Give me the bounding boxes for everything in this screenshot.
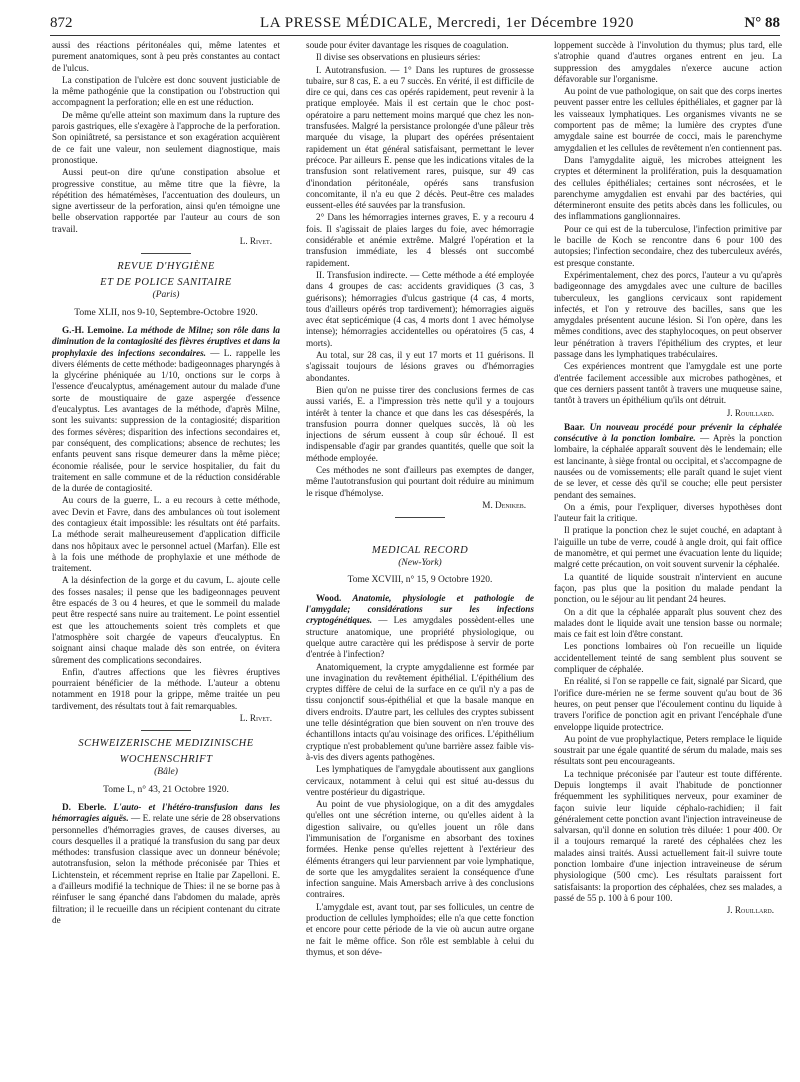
paragraph: II. Transfusion indirecte. — Cette méthode a été employée dans 4 groupes de cas: accidents gravidiques (3 cas, 3 guérisons); hémorragies d'ulcus gastrique (4 cas, 4 morts, tous d'ailleurs opérés trop tardivement); hémorragies aiguës avec état septicémique (4 cas, 4 morts dont 1 avec hémolyse intense); hémorragies accidentelles ou opératoires (5 cas, 4 morts). — [306, 269, 534, 348]
article-title: La méthode de Milne; son rôle dans la diminution de la contagiosité des fièvres éruptives et dans la prophylaxie des infections secondaires. — [52, 324, 280, 358]
signature: J. Rouillard. — [726, 407, 774, 418]
journal-city: (Paris) — [152, 290, 180, 301]
article-text: — L. rappelle les divers éléments de cette méthode: badigeonnages pharyngés à la glycérine phéniquée au 1/10, onctions sur le corps à l'essence d'eucalyptus, aménagement autour du malade d'une sorte de moustiquaire de gaze aspergée d'essence d'eucalyptus. Les avantages de la méthode, d'après Milne, sont les suivants: suppression de la contagiosité; disparition des formes sévères; disparition des infections secondaires et, par conséquent, des complications; absence de rechutes; les enfants peuvent sans risque demeurer dans la même pièce; économie réalisée, pour le service hospitalier, du fait du traitement en salle commune et de la réduction considérable de la durée de contagiosité. — [52, 347, 280, 494]
paragraph: Bien qu'on ne puisse tirer des conclusions fermes de cas aussi variés, E. a l'impression très nette qu'il y a toujours intérêt à tenter la chance et que dans les cas désespérés, la transfusion pourra donner quelques succès, là où les injections de sérum eussent à coup sûr échoué. Il est indispensable d'agir par grandes quantités, quelle que soit la méthode employée. — [306, 384, 534, 463]
paragraph: Expérimentalement, chez des porcs, l'auteur a vu qu'après badigeonnage des amygdales avec une culture de bacilles tuberculeux, les ganglions cervicaux sont rapidement infectés, et l'on y retrouve des bacilles, sans que les amygdales présentent aucune lésion. Si l'on opère, dans les mêmes conditions, avec des staphylocoques, on peut observer leur pénétration à travers l'épithélium des cryptes, et leur passage dans les lymphatiques trabéculaires. — [554, 269, 782, 360]
paragraph: Ces expériences montrent que l'amygdale est une porte d'entrée facilement accessible aux microbes pathogènes, et que ces derniers passent tantôt à travers une muqueuse saine, tantôt à travers un épithélium qu'ils ont détruit. — [554, 361, 782, 406]
journal-tome: Tome XLII, nos 9-10, Septembre-Octobre 1920. — [74, 307, 258, 318]
journal-heading: MEDICAL RECORD — [371, 545, 469, 557]
article-author: D. Eberle. — [62, 801, 107, 812]
article-abstract — [52, 802, 280, 926]
paragraph: Enfin, d'autres affections que les fièvres éruptives pourraient bénéficier de la méthode. L'auteur a obtenu notamment en 1918 pour la grippe, même traitée un peu tardivement, des résultats tout à fait remarquables. — [52, 666, 280, 711]
article-title: Anatomie, physiologie et pathologie de l'amygdale; considérations sur les infections cryptogénétiques. — [306, 592, 534, 626]
paragraph: loppement succède à l'involution du thymus; plus tard, elle s'atrophie quand d'autres organes entrent en jeu. La suppression des amygdales n'exerce aucune action défavorable sur l'organisme. — [554, 40, 782, 84]
paragraph: Pour ce qui est de la tuberculose, l'infection primitive par le bacille de Koch se rencontre dans 6 pour 100 des autopsies; l'infection secondaire, chez des tuberculeux avérés, est presque constante. — [554, 223, 782, 268]
article-abstract — [52, 325, 280, 494]
journal-city: (New-York) — [398, 558, 442, 569]
signature: M. Denikeb. — [482, 499, 526, 510]
article-text: — E. relate une série de 28 observations personnelles d'hémorragies graves, de causes diverses, au cours desquelles il a pratiqué la transfusion du sang par deux méthodes: transfusion classique avec un donneur bénévole; autotransfusion, selon la méthode préconisée par Thies et Lichtenstein, et récemment reprise en Italie par Zapelloni. E. a d'ailleurs modifié la technique de Thies: il ne se borne pas à réinfuser le sang épanché dans l'abdomen du malade, après filtration; il le recueille dans un récipient contenant du citrate de — [52, 813, 280, 925]
paragraph: Ces méthodes ne sont d'ailleurs pas exemptes de danger, même l'autotransfusion qui pourtant doit réduire au minimum le risque d'hémolyse. — [306, 464, 534, 498]
article-text: — Les amygdales possèdent-elles une structure anatomique, une propriété physiologique, ou quelque autre caractère qui les prédispose à servir de porte d'entrée à l'infection? — [306, 615, 534, 660]
paragraph: Les lymphatiques de l'amygdale aboutissent aux ganglions cervicaux, notamment à celui qui est situé au-dessus du ventre postérieur du digastrique. — [306, 764, 534, 797]
paragraph: Au cours de la guerre, L. a eu recours à cette méthode, avec Devin et Favre, dans des ambulances où tout isolement des contagieux était impossible: les résultats ont été parfaits. La méthode serait malheureusement d'application difficile dans nos hôpitaux avec le personnel actuel (Marfan). Elle est à la fois une méthode de prophylaxie et une méthode de traitement. — [52, 495, 280, 574]
paragraph: Anatomiquement, la crypte amygdalienne est formée par une invagination du revêtement épithélial. L'épithélium des cryptes diffère de celui de la surface en ce qu'il n'y a pas de tissu conjonctif sous-épithélial et que la basale manque en divers endroits. D'autre part, les cellules des cryptes subissent une telle désintégration que bien souvent on n'en trouve des échantillons intacts qu'au voisinage des orifices. L'épithélium cryptique n'est probablement qu'une barrière assez faible vis-à-vis des divers agents pathogènes. — [306, 661, 534, 762]
paragraph: Au total, sur 28 cas, il y eut 17 morts et 11 guérisons. Il s'agissait toujours de lésions graves ou d'hémorragies abondantes. — [306, 350, 534, 383]
paragraph: Au point de vue prophylactique, Peters remplace le liquide soustrait par une égale quantité de sérum du malade, mais ses résultats sont peu encourageants. — [554, 733, 782, 767]
divider — [141, 253, 191, 254]
paragraph: La quantité de liquide soustrait n'intervient en aucune façon, pas plus que la position du malade pendant la ponction, ou le séjour au lit pendant 24 heures. — [554, 571, 782, 605]
paragraph: En réalité, si l'on se rappelle ce fait, signalé par Sicard, que l'orifice dure-mérien ne se ferme souvent qu'au bout de 36 heures, on peut penser que l'écoulement continu du liquide à travers l'orifice de ponction agit en privant l'encéphale d'une enveloppe liquide protectrice. — [554, 676, 782, 732]
journal-heading: REVUE D'HYGIÈNE — [117, 261, 215, 273]
paragraph: Les ponctions lombaires où l'on recueille un liquide accidentellement teinté de sang semblent plus souvent se compliquer de céphalée. — [554, 641, 782, 675]
journal-tome: Tome L, n° 43, 21 Octobre 1920. — [103, 784, 229, 795]
page-number: 872 — [50, 15, 73, 31]
article-title: L'auto- et l'hétéro-transfusion dans les hémorragies aiguës. — [52, 801, 280, 824]
article-author: Wood. — [316, 592, 342, 603]
paragraph: Dans l'amygdalite aiguë, les microbes atteignent les cryptes et déterminent la prolifération, puis la desquamation des cellules épithéliales; certaines sont nécrosées, et le parenchyme amygdalien est envahi par des bactéries, qui détermineront ensuite des petits abcès dans les follicules, ou des inflammations ganglionnaires. — [554, 154, 782, 222]
journal-heading: ET DE POLICE SANITAIRE — [100, 277, 232, 289]
page-header — [50, 13, 780, 36]
signature: L. Rivet. — [239, 713, 272, 724]
article-title: Un nouveau procédé pour prévenir la céphalée consécutive à la ponction lombaire. — [554, 421, 782, 444]
article-author: Baar. — [564, 421, 585, 432]
journal-heading: WOCHENSCHRIFT — [119, 754, 213, 766]
paragraph: Aussi peut-on dire qu'une constipation absolue et progressive constitue, au même titre que la fièvre, la répétition des hématémèses, l'accentuation des douleurs, un signe avertisseur de la perforation, ainsi qu'en témoigne une belle observation rapportée par l'auteur au cours de son travail. — [52, 167, 280, 234]
divider — [141, 730, 191, 731]
paragraph: soude pour éviter davantage les risques de coagulation. — [306, 40, 509, 50]
article-text: — Après la ponction lombaire, la céphalée apparaît souvent dès le lendemain; elle est lancinante, à siège frontal ou occipital, et s'accompagne de nausées ou de vomissements; elle paraît quand le sujet vient de se lever, et cesse dès qu'il se couche; elle peut persister pendant des semaines. — [554, 433, 782, 500]
article-abstract — [306, 593, 534, 661]
paragraph: On a dit que la céphalée apparaît plus souvent chez des malades dont le liquide avait une tension basse ou normale; mais ce fait est loin d'être constant. — [554, 606, 782, 640]
paragraph: I. Autotransfusion. — 1° Dans les ruptures de grossesse tubaire, sur 8 cas, E. a eu 7 succès. En vérité, il est difficile de dire ce qui, dans ces cas opérés rapidement, peut revenir à la pratique employée. Mais il est certain que le choc post-opératoire a paru nettement moins marqué que chez les non-transfusées. Malgré la persistance prolongée d'une pâleur très marquée du visage, la plupart des opérées présentaient rapidement un état général satisfaisant, permettant le lever précoce. Par ailleurs E. pense que les indications vitales de la transfusion sont relativement rares, puisque, sur 49 cas d'inondation péritonéale, opérés sans transfusion concomitante, il n'a eu que 2 décès. Peut-être ces malades eussent-elles été sauvées par la transfusion. — [306, 64, 534, 211]
issue-number: N° 88 — [744, 15, 780, 31]
journal-city: (Bâle) — [154, 767, 178, 778]
paragraph: Il divise ses observations en plusieurs séries: — [316, 52, 481, 63]
journal-heading: SCHWEIZERISCHE MEDIZINISCHE — [78, 738, 254, 750]
paragraph: La technique préconisée par l'auteur est toute différente. Depuis longtemps il avait l'habitude de ponctionner fréquemment les syphilitiques nerveux, pour examiner de façon suivie leur liquide céphalo-rachidien; il fait généralement cette ponction avant l'injection intraveineuse de salvarsan, qu'il donne en solution très diluée: 1 pour 400. Or il a toujours remarqué la rareté des céphalées chez les malades ainsi traités. Aussi actuellement fait-il suivre toute ponction lombaire d'une injection intraveineuse de sérum physiologique (500 cmc). Les résultats paraissent fort satisfaisants: la proportion des céphalées, chez ses malades, a passé de 55 p. 100 à 6 pour 100. — [554, 768, 782, 903]
paragraph: aussi des réactions péritonéales qui, même latentes et purement anatomiques, sont à peu près constantes au contact de l'ulcus. — [52, 40, 280, 73]
column-3 — [554, 40, 782, 1070]
journal-tome: Tome XCVIII, n° 15, 9 Octobre 1920. — [347, 575, 493, 586]
paragraph: La constipation de l'ulcère est donc souvent justiciable de la même pathogénie que la constipation ou l'obstruction qui accompagnent la perforation; elle en est une réduction. — [52, 74, 280, 108]
paragraph: L'amygdale est, avant tout, par ses follicules, un centre de production de cellules lymphoïdes; elle n'a que cette fonction et encore pour cette période de la vie où aucun autre organe ne fait le même office. Son rôle est semblable à celui du thymus, et son déve- — [306, 901, 534, 957]
paragraph: A la désinfection de la gorge et du cavum, L. ajoute celle des fosses nasales; il pense que les badigeonnages peuvent être espacés de 3 ou 4 heures, et que le sommeil du malade peut être respecté sans nuire au traitement. Le point essentiel est que les attouchements soient très complets et que l'atmosphère soit chargée de vapeurs d'eucalyptus. En soignant ainsi chaque malade dès son entrée, on évitera sûrement des complications secondaires. — [52, 575, 280, 665]
article-abstract — [554, 422, 782, 501]
journal-title: LA PRESSE MÉDICALE, Mercredi, 1er Décembre 1920 — [260, 15, 634, 31]
column-2 — [306, 40, 534, 1070]
paragraph: Au point de vue pathologique, on sait que des corps inertes peuvent passer entre les cellules épithéliales, et gagner par là les vaisseaux lymphatiques. Les organismes vivants ne se comportent pas de même; la lumière des cryptes d'une amygdale saine est bourrée de cocci, mais le parenchyme amygdalien et les cellules de revêtement n'en contiennent pas. — [554, 86, 782, 153]
paragraph: De même qu'elle atteint son maximum dans la rupture des parois gastriques, elle s'exagère à l'approche de la perforation. Son opiniâtreté, sa persistance et son exagération acquièrent de ce fait une valeur, non seulement diagnostique, mais pronostique. — [52, 109, 280, 165]
article-author: G.-H. Lemoine. — [62, 324, 124, 335]
signature: L. Rivet. — [239, 236, 272, 247]
paragraph: On a émis, pour l'expliquer, diverses hypothèses dont l'auteur fait la critique. — [554, 501, 782, 524]
paragraph: Il pratique la ponction chez le sujet couché, en adaptant à l'aiguille un tube de verre, coudé à angle droit, qui fait office de manomètre, et qui permet une évacuation lente du liquide; malgré cette précaution, on voit souvent survenir la céphalée. — [554, 525, 782, 570]
paragraph: Au point de vue physiologique, on a dit des amygdales qu'elles ont une sécrétion interne, ou qu'elles aident à la digestion salivaire, ou qu'elles jouent un rôle dans l'immunisation de l'organisme en absorbant des toxines formées. Henke pense qu'elles rejettent à l'extérieur des éléments étrangers qui leur parviennent par voie lymphatique, de sorte que les amygdalites seraient la conséquence d'une infection sanguine. Mais Amersbach arrive à des conclusions contraires. — [306, 799, 534, 900]
signature: J. Rouillard. — [726, 905, 774, 916]
column-1 — [52, 40, 280, 1070]
paragraph: 2° Dans les hémorragies internes graves, E. y a recouru 4 fois. Il s'agissait de plaies larges du foie, avec hémorragie considérable et anémie extrême. Malgré l'opération et la transfusion immédiate, les 4 blessés ont succombé rapidement. — [306, 212, 534, 268]
divider — [395, 517, 445, 518]
